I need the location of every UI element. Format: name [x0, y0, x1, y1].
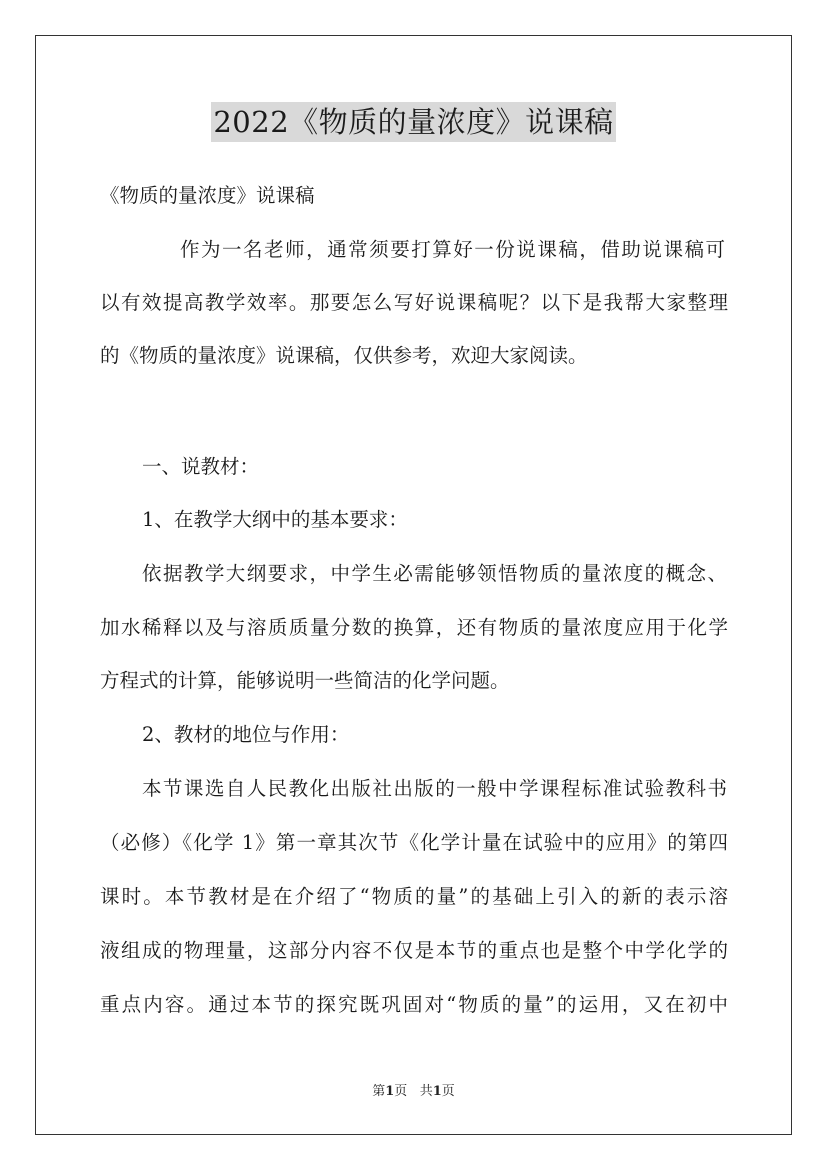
page-number-prefix: 第 [372, 1084, 386, 1099]
paragraph-line: 方程式的计算，能够说明一些简洁的化学问题。 [100, 669, 510, 692]
page-number-suffix: 页 [394, 1084, 408, 1099]
section-heading: 一、说教材： [142, 455, 260, 478]
page-footer [0, 1083, 827, 1101]
page-number: 1 [385, 1084, 395, 1099]
subsection-heading: 2、教材的地位与作用： [142, 723, 350, 746]
paragraph-line: 重点内容。通过本节的探究既巩固对“物质的量”的运用，又在初中 [100, 993, 728, 1016]
document-subtitle: 《物质的量浓度》说课稿 [100, 184, 315, 207]
total-pages: 1 [432, 1084, 442, 1099]
paragraph-line: 液组成的物理量，这部分内容不仅是本节的重点也是整个中学化学的 [100, 939, 728, 962]
paragraph-line: 加水稀释以及与溶质质量分数的换算，还有物质的量浓度应用于化学 [100, 616, 728, 639]
paragraph-line: 以有效提高教学效率。那要怎么写好说课稿呢？以下是我帮大家整理 [100, 291, 728, 314]
paragraph-line: （必修）《化学 1》第一章其次节《化学计量在试验中的应用》的第四 [100, 831, 728, 854]
subsection-heading: 1、在教学大纲中的基本要求： [142, 508, 408, 531]
title-container [0, 102, 827, 142]
paragraph-line: 依据教学大纲要求，中学生必需能够领悟物质的量浓度的概念、 [142, 562, 727, 585]
paragraph-line: 的《物质的量浓度》说课稿，仅供参考，欢迎大家阅读。 [100, 344, 588, 367]
total-pages-suffix: 页 [441, 1084, 455, 1099]
total-pages-prefix: 共 [419, 1084, 433, 1099]
paragraph-line: 课时。本节教材是在介绍了“物质的量”的基础上引入的新的表示溶 [100, 885, 728, 908]
document-title: 2022《物质的量浓度》说课稿 [211, 102, 615, 142]
paragraph-line: 本节课选自人民教化出版社出版的一般中学课程标准试验教科书 [142, 777, 727, 800]
paragraph-line: 作为一名老师，通常须要打算好一份说课稿，借助说课稿可 [180, 238, 725, 261]
